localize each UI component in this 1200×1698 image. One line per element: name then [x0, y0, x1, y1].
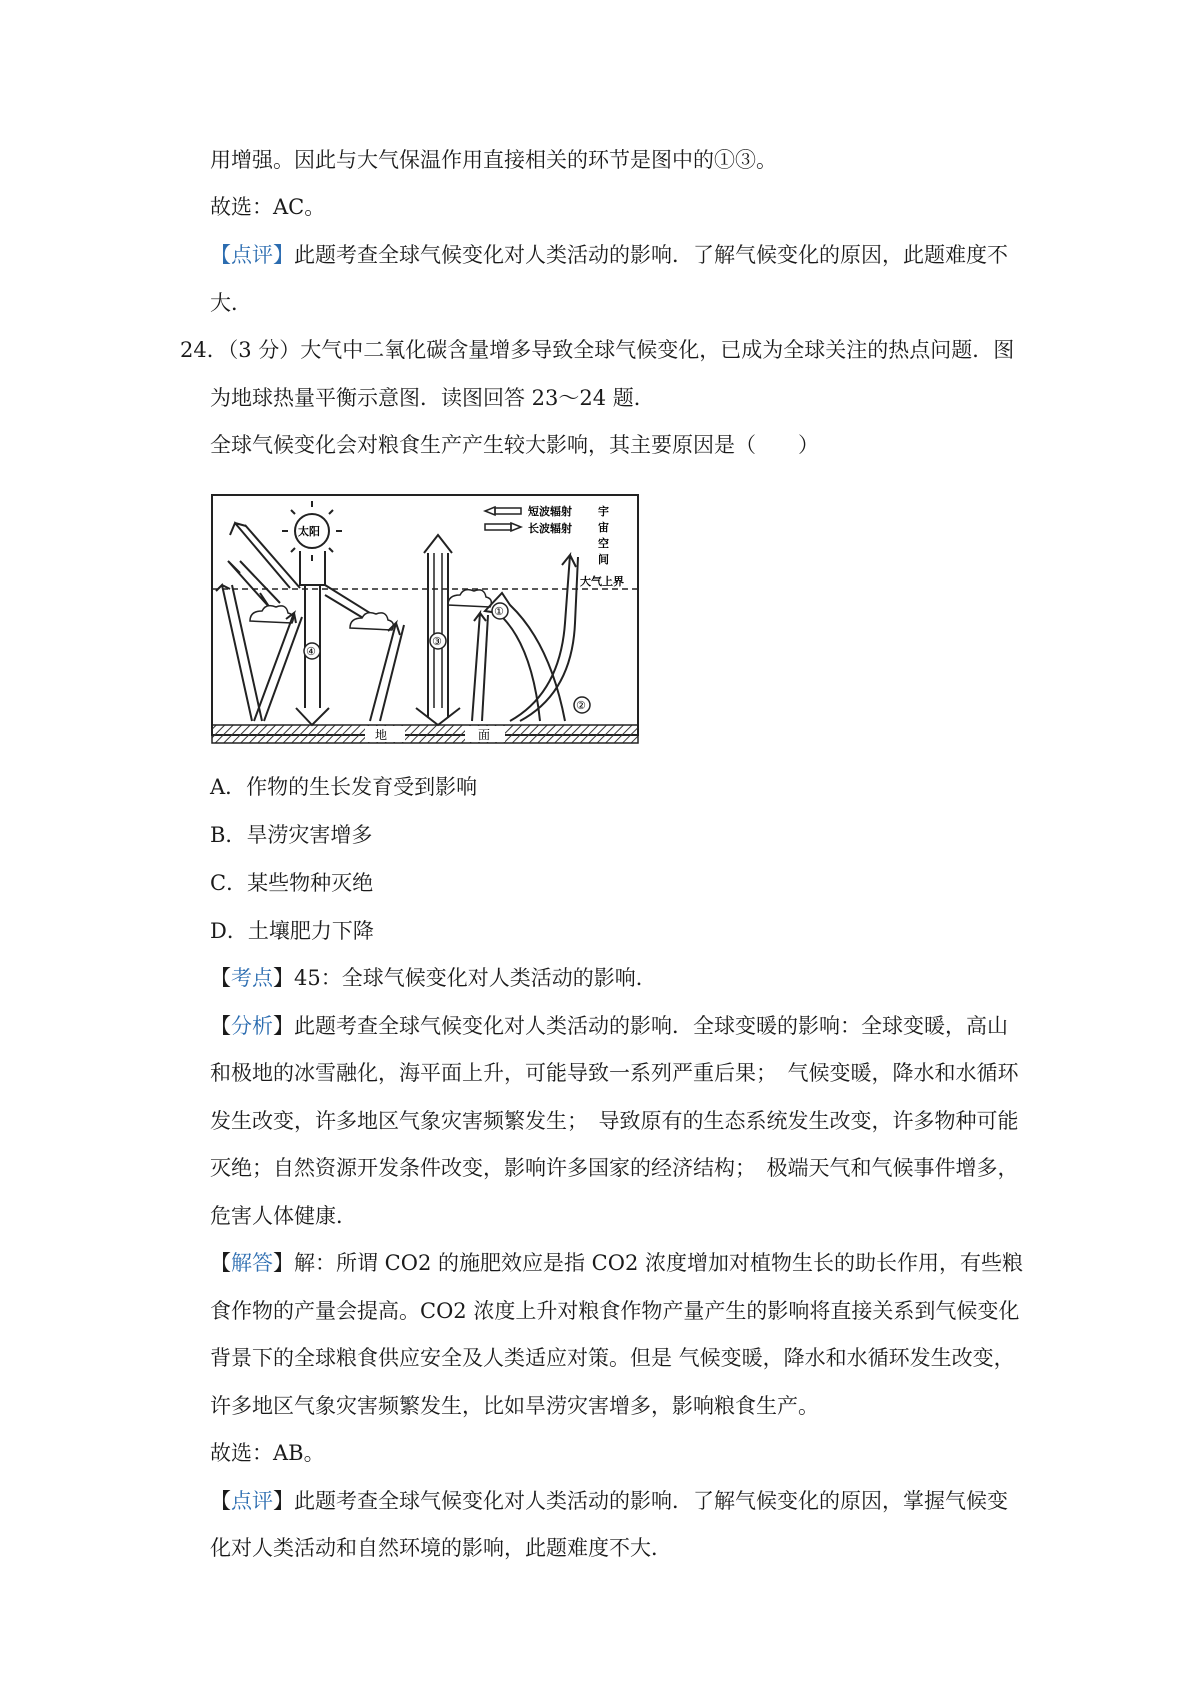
option-c: [210, 868, 373, 898]
ground-label-2: 面: [478, 728, 491, 742]
legend-short-wave: [485, 507, 521, 515]
option-b-text: 旱涝灾害增多: [246, 823, 373, 847]
kaodian-bracket-left: 【: [210, 966, 231, 990]
question-stem-line-1: [180, 335, 1014, 365]
option-d-letter: D．: [210, 919, 248, 943]
question-stem-line-2: 为地球热量平衡示意图．读图回答 23～24 题．: [210, 386, 655, 410]
jieda-tag: 解答: [231, 1251, 273, 1275]
atmosphere-top-label: 大气上界: [580, 575, 624, 588]
question-stem-line-3: 全球气候变化会对粮食生产产生较大影响，其主要原因是（ ）: [210, 433, 819, 457]
marker-1: ①: [494, 605, 504, 618]
marker-3: ③: [432, 635, 442, 648]
prev-answer: 故选：AC。: [210, 195, 326, 219]
heat-balance-diagram: [210, 493, 640, 748]
option-d: [210, 916, 374, 946]
review-tag-bracket-left: 【: [210, 243, 231, 267]
review-tag-bracket-right: 】: [273, 243, 294, 267]
legend-short-label: 短波辐射: [528, 505, 572, 518]
jieda-line-1: [210, 1248, 1040, 1278]
jieda-line-3: 背景下的全球粮食供应安全及人类适应对策。但是 气候变暖，降水和水循环发生改变，: [210, 1346, 1015, 1370]
option-b-letter: B．: [210, 823, 247, 847]
jieda-text-1: 解：所谓 CO2 的施肥效应是指 CO2 浓度增加对植物生长的助长作用，有些粮: [294, 1251, 1023, 1275]
arrow-3-atmospheric-counter: [416, 535, 460, 725]
space-label-4: 间: [598, 553, 609, 566]
slant-arrow-left-2: [254, 613, 296, 721]
marker-2: ②: [576, 699, 586, 712]
dianping-line-1: [210, 1486, 1040, 1516]
sun-label: 太阳: [298, 525, 320, 538]
heat-balance-svg: [210, 493, 640, 748]
fenxi-line-1: [210, 1011, 1040, 1041]
space-label-1: 宇: [598, 505, 609, 518]
arrow-2-ground-to-space: [510, 555, 578, 721]
marker-4: ④: [306, 645, 316, 658]
question-number: 24．: [180, 338, 228, 362]
option-c-text: 某些物种灭绝: [247, 871, 374, 895]
jieda-line-4: 许多地区气象灾害频繁发生，比如旱涝灾害增多，影响粮食生产。: [210, 1394, 819, 1418]
fenxi-line-2: 和极地的冰雪融化，海平面上升，可能导致一系列严重后果； 气候变暖，降水和水循环: [210, 1061, 1019, 1085]
prev-review-line-1: [210, 240, 1040, 270]
fenxi-bracket-left: 【: [210, 1014, 231, 1038]
review-text: 此题考查全球气候变化对人类活动的影响．了解气候变化的原因，此题难度不: [294, 243, 1008, 267]
fenxi-line-4: 灭绝；自然资源开发条件改变，影响许多国家的经济结构； 极端天气和气候事件增多，: [210, 1156, 1019, 1180]
jieda-line-2: 食作物的产量会提高。CO2 浓度上升对粮食作物产量产生的影响将直接关系到气候变化: [210, 1299, 1020, 1323]
slant-arrow-middle: [370, 623, 400, 721]
space-label-3: 空: [598, 537, 609, 550]
option-a-text: 作物的生长发育受到影响: [246, 775, 478, 799]
kaodian-line: [210, 963, 1040, 993]
fenxi-tag: 分析: [231, 1014, 273, 1038]
prev-review-line-2: 大．: [210, 291, 252, 315]
dianping-bracket-left: 【: [210, 1489, 231, 1513]
reflect-arrow-space: [230, 523, 290, 588]
ground-hatch: [212, 725, 638, 743]
option-b: [210, 820, 372, 850]
kaodian-tag: 考点: [231, 966, 273, 990]
fenxi-text-1: 此题考查全球气候变化对人类活动的影响．全球变暖的影响：全球变暖，高山: [294, 1014, 1008, 1038]
review-tag: 点评: [231, 243, 273, 267]
option-c-letter: C．: [210, 871, 248, 895]
question-stem-1: （3 分）大气中二氧化碳含量增多导致全球气候变化，已成为全球关注的热点问题．图: [227, 338, 1015, 362]
jieda-answer: 故选：AB。: [210, 1441, 325, 1465]
dianping-text-1: 此题考查全球气候变化对人类活动的影响．了解气候变化的原因，掌握气候变: [294, 1489, 1008, 1513]
fenxi-bracket-right: 】: [273, 1014, 294, 1038]
dianping-bracket-right: 】: [273, 1489, 294, 1513]
legend-long-label: 长波辐射: [528, 522, 572, 535]
option-a: [210, 772, 477, 802]
kaodian-bracket-right: 】: [273, 966, 294, 990]
cloud-middle-icon: [350, 613, 393, 630]
kaodian-text: 45：全球气候变化对人类活动的影响．: [294, 966, 657, 990]
jieda-bracket-left: 【: [210, 1251, 231, 1275]
option-d-text: 土壤肥力下降: [247, 919, 374, 943]
fenxi-line-5: 危害人体健康．: [210, 1204, 357, 1228]
cloud-right-icon: [448, 590, 491, 607]
jieda-bracket-right: 】: [273, 1251, 294, 1275]
option-a-letter: A．: [210, 775, 247, 799]
ground-label-1: 地: [375, 728, 388, 742]
dianping-tag: 点评: [231, 1489, 273, 1513]
legend-long-wave: [485, 523, 521, 531]
space-label-2: 宙: [598, 521, 609, 534]
cloud-left-icon: [250, 606, 293, 623]
fenxi-line-3: 发生改变，许多地区气象灾害频繁发生； 导致原有的生态系统发生改变，许多物种可能: [210, 1109, 1019, 1133]
prev-explanation-line: 用增强。因此与大气保温作用直接相关的环节是图中的①③。: [210, 148, 777, 172]
dianping-line-2: 化对人类活动和自然环境的影响，此题难度不大．: [210, 1536, 672, 1560]
